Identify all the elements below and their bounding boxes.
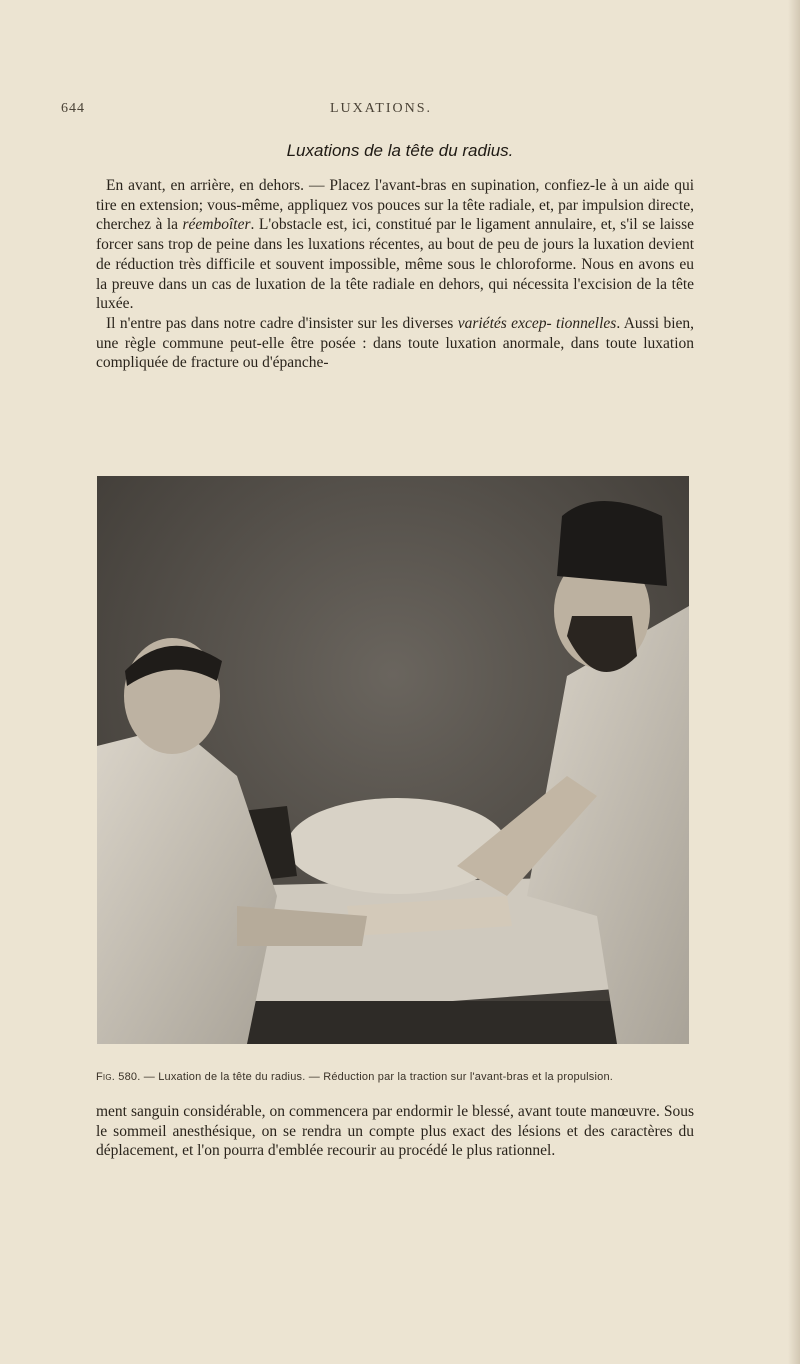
text-block-bottom [96,1102,694,1161]
p3-line: recourir au procédé le plus rationnel. [327,1142,556,1160]
running-head: LUXATIONS. [329,101,433,116]
p2-emphasis: tionnelles [556,314,617,332]
paragraph-3 [96,1102,694,1161]
figure-label: Fig. 580. [96,1071,141,1083]
p1-line: En avant, en arrière, en dehors. — Placez l'avant-bras en supination, [106,177,540,194]
p1-line: jours la luxation devient de réduction très difficile et souvent impossible, [96,236,695,273]
p2-emphasis: variétés excep- [457,314,552,332]
right-figure-fez [557,501,667,586]
paragraph-1 [96,176,694,314]
p1-emphasis: réemboîter [182,216,251,234]
figure-photograph [97,476,689,1044]
figure-caption-text: — Luxation de la tête du radius. — Réduction par la traction sur l'avant-bras et la propulsion. [140,1071,614,1083]
page-number: 644 [61,101,85,116]
p1-line: confiez-le à un aide qui tire en extension; vous-même, appliquez vos pouces [96,177,694,214]
page-header [61,101,701,121]
p3-line: toute manœuvre. Sous le sommeil anesthésique, on se rendra un compte plus [96,1103,694,1140]
p1-line: même sous le chloroforme. Nous en avons eu la preuve dans un cas de [96,255,694,293]
table-base [247,1001,647,1044]
p3-line: exact des lésions et des caractères du déplacement, et l'on pourra d'emblée [96,1122,694,1160]
p1-line: . [250,216,255,234]
p3-line: ment sanguin considérable, on commencera par endormir le blessé, avant [96,1103,552,1120]
patient-torso [287,798,507,894]
p1-line: L'obstacle est, ici, constitué par le ligament annulaire, et, s'il se laisse [258,216,695,234]
page-edge-shadow [788,0,800,1364]
text-block-top [96,176,694,373]
section-title: Luxations de la tête du radius. [286,141,514,160]
photo-illustration [97,476,689,1044]
p2-line: luxation anormale, dans toute luxation compliquée de fracture ou d'épanche- [96,334,694,372]
p1-line: luxation de la tête radiale en dehors, qui nécessita l'excision de la tête luxée. [96,275,695,313]
p1-line: forcer sans trop de peine dans les luxations récentes, au bout de peu de [96,236,539,254]
p2-line: . Aussi bien, une règle commune peut-elle être posée : dans toute [96,314,695,352]
paragraph-2 [96,314,694,373]
p1-line: sur la tête radiale, et, par impulsion directe, cherchez à la [96,196,695,234]
p2-line: Il n'entre pas dans notre cadre d'insister sur les diverses [106,314,458,332]
figure-caption [96,1071,700,1083]
